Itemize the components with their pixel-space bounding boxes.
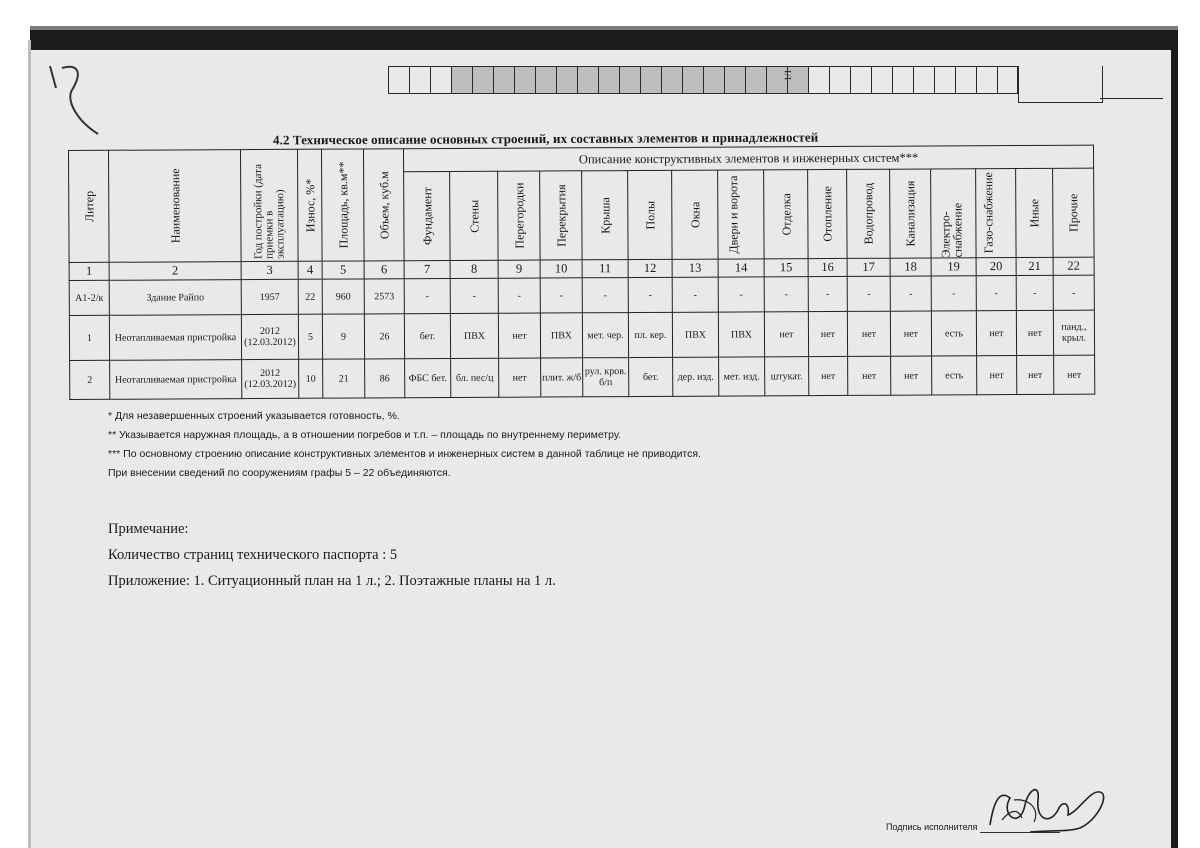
table-cell: нет bbox=[847, 311, 890, 356]
table-cell: нет bbox=[890, 311, 931, 356]
header-code-cell bbox=[619, 66, 640, 94]
header-gas: Газо-снабжение bbox=[976, 169, 1016, 258]
scan-dark-border-top bbox=[30, 30, 1172, 50]
table-cell: нет bbox=[891, 356, 932, 395]
table-cell: 2 bbox=[70, 360, 110, 399]
table-cell: 2012 (12.03.2012) bbox=[241, 314, 298, 359]
header-code-cell bbox=[829, 66, 850, 94]
header-code-cell bbox=[472, 66, 493, 94]
column-number: 9 bbox=[498, 260, 540, 278]
header-windows: Окна bbox=[672, 170, 718, 259]
header-right-box bbox=[1018, 66, 1103, 103]
header-liter: Литер bbox=[69, 150, 110, 262]
table-cell: мет. чер. bbox=[582, 313, 628, 358]
table-cell: 26 bbox=[364, 314, 404, 359]
header-sewer: Канализация bbox=[890, 169, 931, 258]
column-number: 8 bbox=[450, 260, 498, 278]
table-cell: - bbox=[764, 277, 808, 312]
header-right-line bbox=[1100, 98, 1163, 99]
table-cell: 86 bbox=[365, 359, 405, 398]
column-number: 12 bbox=[628, 259, 672, 277]
table-cell: - bbox=[628, 277, 672, 312]
column-number: 14 bbox=[718, 259, 764, 277]
header-misc: Прочие bbox=[1053, 168, 1094, 257]
notes-heading: Примечание: bbox=[108, 521, 189, 537]
table-cell: - bbox=[1016, 275, 1053, 310]
header-code-cell bbox=[997, 66, 1018, 94]
table-cell: нет bbox=[808, 311, 847, 356]
table-cell: 10 bbox=[299, 359, 323, 398]
header-code-cell bbox=[661, 66, 682, 94]
header-code-cell bbox=[577, 66, 598, 94]
header-other-systems: Иные bbox=[1016, 168, 1053, 257]
table-cell: Неотапливаемая пристройка bbox=[110, 360, 242, 400]
header-code-cell bbox=[808, 66, 829, 94]
header-code-cell bbox=[430, 66, 451, 94]
table-cell: ПВХ bbox=[450, 313, 498, 358]
table-cell: - bbox=[450, 278, 498, 313]
header-volume: Объем, куб.м bbox=[363, 149, 404, 261]
header-code-cell bbox=[535, 66, 556, 94]
table-cell: - bbox=[718, 277, 764, 312]
header-partitions: Перегородки bbox=[498, 171, 540, 260]
handwritten-signature bbox=[970, 770, 1120, 840]
table-cell: пл. кер. bbox=[628, 312, 672, 357]
scan-dark-border-right bbox=[1171, 30, 1178, 848]
column-number: 20 bbox=[976, 258, 1016, 276]
column-number: 19 bbox=[931, 258, 976, 276]
table-cell: - bbox=[808, 276, 847, 311]
description-table bbox=[68, 145, 1095, 400]
table-cell: нет bbox=[848, 356, 891, 395]
header-heating: Отопление bbox=[808, 169, 847, 258]
table-cell: нет bbox=[498, 313, 540, 358]
table-cell: ФБС бет. bbox=[405, 358, 451, 397]
table-cell: нет bbox=[1054, 355, 1095, 394]
table-cell: панд., крыл. bbox=[1053, 310, 1094, 355]
table-cell: штукат. bbox=[765, 357, 809, 396]
description-table-wrapper bbox=[68, 145, 1095, 400]
table-cell: - bbox=[582, 278, 628, 313]
header-name: Наименование bbox=[109, 150, 242, 263]
table-cell: - bbox=[498, 278, 540, 313]
table-cell: нет bbox=[499, 358, 541, 397]
header-code-cell bbox=[493, 66, 514, 94]
column-number: 16 bbox=[808, 258, 847, 276]
column-number: 22 bbox=[1053, 257, 1094, 275]
table-cell: ПВХ bbox=[540, 313, 582, 358]
table-cell: есть bbox=[932, 356, 977, 395]
column-number: 11 bbox=[582, 260, 628, 278]
column-number: 18 bbox=[890, 258, 931, 276]
header-water: Водопровод bbox=[847, 169, 890, 258]
signature-label: Подпись исполнителя bbox=[886, 822, 978, 832]
column-number: 3 bbox=[241, 261, 298, 279]
notes-section bbox=[108, 516, 556, 594]
header-code-cell bbox=[682, 66, 703, 94]
table-cell: 960 bbox=[322, 279, 364, 314]
header-code-cell bbox=[913, 66, 934, 94]
table-cell: есть bbox=[931, 311, 976, 356]
table-cell: - bbox=[847, 276, 890, 311]
table-cell: 21 bbox=[323, 359, 365, 398]
notes-attachment: Приложение: 1. Ситуационный план на 1 л.; 2. Поэтажные планы на 1 л. bbox=[108, 573, 556, 589]
table-cell: ПВХ bbox=[718, 312, 764, 357]
table-row bbox=[69, 275, 1094, 315]
table-cell: - bbox=[672, 277, 718, 312]
table-cell: 9 bbox=[322, 314, 364, 359]
header-code-cell bbox=[640, 66, 661, 94]
footnote-3: *** По основному строению описание конструктивных элементов и инженерных систем в данной таблице не приводится. bbox=[108, 448, 701, 460]
header-code-cell bbox=[451, 66, 472, 94]
column-number: 6 bbox=[364, 261, 404, 279]
header-code-cell bbox=[724, 66, 745, 94]
header-floors: Полы bbox=[628, 170, 672, 259]
column-number: 5 bbox=[322, 261, 364, 279]
header-code-cell bbox=[955, 66, 976, 94]
column-number: 15 bbox=[764, 259, 808, 277]
table-cell: - bbox=[540, 278, 582, 313]
table-cell: нет bbox=[977, 356, 1017, 395]
header-mark: 1/1 bbox=[782, 69, 793, 81]
notes-pages: Количество страниц технического паспорта : 5 bbox=[108, 547, 398, 563]
column-number: 1 bbox=[69, 262, 109, 280]
header-code-cell bbox=[514, 66, 535, 94]
header-code-cell bbox=[745, 66, 766, 94]
table-cell: - bbox=[1053, 275, 1094, 310]
header-code-cell bbox=[976, 66, 997, 94]
table-cell: нет bbox=[809, 356, 848, 395]
table-cell: ПВХ bbox=[672, 312, 718, 357]
table-cell: дер. изд. bbox=[673, 357, 719, 396]
table-cell: А1-2/к bbox=[69, 280, 109, 315]
header-group-description: Описание конструктивных элементов и инженерных систем*** bbox=[403, 145, 1093, 172]
table-row bbox=[69, 310, 1094, 360]
column-number: 21 bbox=[1016, 257, 1053, 275]
table-cell: - bbox=[931, 276, 976, 311]
column-number: 7 bbox=[404, 261, 450, 279]
header-code-cell bbox=[850, 66, 871, 94]
column-number: 2 bbox=[109, 262, 241, 281]
header-code-cell bbox=[871, 66, 892, 94]
table-cell: нет bbox=[1016, 310, 1053, 355]
column-number: 17 bbox=[847, 258, 890, 276]
header-floors-ceil: Перекрытия bbox=[540, 171, 582, 260]
table-cell: нет bbox=[976, 311, 1016, 356]
table-cell: - bbox=[404, 279, 450, 314]
header-foundation: Фундамент bbox=[404, 172, 450, 261]
table-cell: 1957 bbox=[241, 279, 298, 314]
header-doors: Двери и ворота bbox=[718, 170, 764, 259]
table-cell: Неотапливаемая пристройка bbox=[109, 315, 241, 361]
table-cell: - bbox=[976, 276, 1016, 311]
column-number: 10 bbox=[540, 260, 582, 278]
footnote-4: При внесении сведений по сооружениям графы 5 – 22 объединяются. bbox=[108, 467, 451, 479]
column-number: 13 bbox=[672, 259, 718, 277]
table-cell: плит. ж/б bbox=[541, 358, 583, 397]
header-code-cell bbox=[388, 66, 409, 94]
handwritten-page-mark bbox=[36, 60, 106, 140]
column-number: 4 bbox=[298, 261, 322, 279]
table-cell: нет bbox=[764, 312, 808, 357]
table-cell: 22 bbox=[298, 279, 322, 314]
header-code-cell bbox=[598, 66, 619, 94]
header-electric: Электро-снабжение bbox=[931, 169, 976, 258]
footnote-1: * Для незавершенных строений указывается готовность, %. bbox=[108, 410, 400, 422]
header-code-cell bbox=[409, 66, 430, 94]
header-code-cell bbox=[934, 66, 955, 94]
table-cell: бет. bbox=[404, 314, 450, 359]
table-cell: бл. пес/ц bbox=[451, 358, 499, 397]
header-wear: Износ, %* bbox=[297, 149, 322, 261]
header-code-cells bbox=[388, 66, 1018, 94]
table-cell: 1 bbox=[69, 315, 109, 360]
table-cell: нет bbox=[1017, 355, 1054, 394]
footnote-2: ** Указывается наружная площадь, а в отношении погребов и т.п. – площадь по внутреннему периметру. bbox=[108, 429, 621, 441]
table-cell: 5 bbox=[298, 314, 322, 359]
page-title: 4.2 Техническое описание основных строений, их составных элементов и принадлежностей bbox=[272, 129, 819, 148]
header-year: Год постройки (дата приемки в эксплуатацию) bbox=[241, 149, 299, 261]
header-code-cell bbox=[703, 66, 724, 94]
sheet-edge-left bbox=[28, 40, 31, 848]
header-area: Площадь, кв.м** bbox=[321, 149, 364, 261]
table-cell: 2012 (12.03.2012) bbox=[242, 359, 299, 398]
table-cell: мет. изд. bbox=[719, 357, 765, 396]
table-cell: рул. кров. б/п bbox=[583, 358, 629, 397]
table-cell: Здание Райпо bbox=[109, 280, 241, 316]
footnotes bbox=[108, 407, 701, 483]
table-cell: 2573 bbox=[364, 279, 404, 314]
header-code-cell bbox=[892, 66, 913, 94]
table-cell: бет. bbox=[629, 357, 673, 396]
table-cell: - bbox=[890, 276, 931, 311]
header-finish: Отделка bbox=[764, 170, 808, 259]
header-walls: Стены bbox=[450, 171, 498, 260]
header-code-cell bbox=[556, 66, 577, 94]
table-row bbox=[70, 355, 1095, 399]
header-roof: Крыша bbox=[582, 171, 628, 260]
